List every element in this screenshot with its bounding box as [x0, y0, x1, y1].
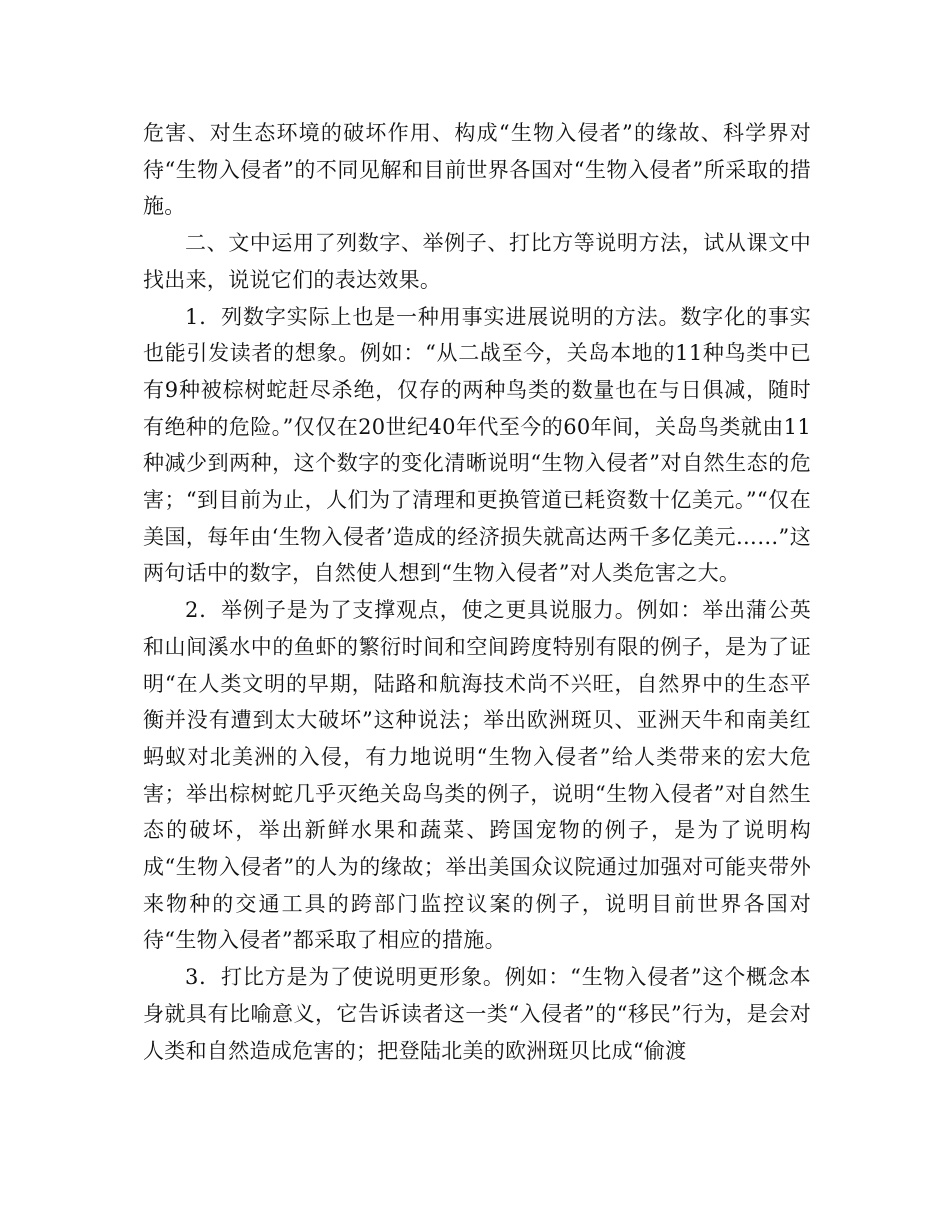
document-page [143, 115, 811, 1069]
paragraph-use-metaphor: 3．打比方是为了使说明更形象。例如：“生物入侵者”这个概念本身就具有比喻意义，它告诉读者这一类“入侵者”的“移民”行为，是会对人类和自然造成危害的；把登陆北美的欧洲斑贝比成“偷渡 [143, 965, 811, 1063]
paragraph-question-two: 二、文中运用了列数字、举例子、打比方等说明方法，试从课文中找出来，说说它们的表达效果。 [143, 231, 811, 292]
paragraph-list-numbers: 1．列数字实际上也是一种用事实进展说明的方法。数字化的事实也能引发读者的想象。例如：“从二战至今，关岛本地的11种鸟类中已有9种被棕树蛇赶尽杀绝，仅存的两种鸟类的数量也在与日俱减，随时有绝种的危险。”仅仅在20世纪40年代至今的60年间，关岛鸟类就由11种减少到两种，这个数字的变化清晰说明“生物入侵者”对自然生态的危害；“到目前为止，人们为了清理和更换管道已耗资数十亿美元。”“仅在美国，每年由‘生物入侵者’造成的经济损失就高达两千多亿美元……”这两句话中的数字，自然使人想到“生物入侵者”对人类危害之大。 [143, 304, 811, 586]
paragraph-give-examples: 2．举例子是为了支撑观点，使之更具说服力。例如：举出蒲公英和山间溪水中的鱼虾的繁衍时间和空间跨度特别有限的例子，是为了证明“在人类文明的早期，陆路和航海技术尚不兴旺，自然界中的生态平衡并没有遭到太大破坏”这种说法；举出欧洲斑贝、亚洲天牛和南美红蚂蚁对北美洲的入侵，有力地说明“生物入侵者”给人类带来的宏大危害；举出棕树蛇几乎灭绝关岛鸟类的例子，说明“生物入侵者”对自然生态的破坏，举出新鲜水果和蔬菜、跨国宠物的例子，是为了说明构成“生物入侵者”的人为的缘故；举出美国众议院通过加强对可能夹带外来物种的交通工具的跨部门监控议案的例子，说明目前世界各国对待“生物入侵者”都采取了相应的措施。 [143, 598, 811, 953]
paragraph-measures-summary: 危害、对生态环境的破坏作用、构成“生物入侵者”的缘故、科学界对待“生物入侵者”的不同见解和目前世界各国对“生物入侵者”所采取的措施。 [143, 121, 811, 219]
